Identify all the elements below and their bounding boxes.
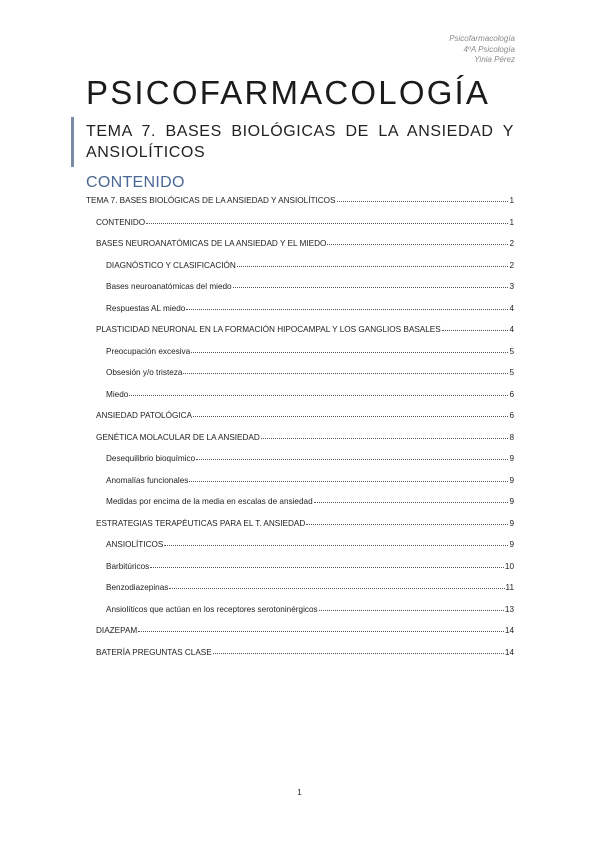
toc-dot-leader xyxy=(146,223,508,224)
toc-entry-title: ANSIEDAD PATOLÓGICA xyxy=(96,411,192,420)
toc-dot-leader xyxy=(327,244,508,245)
toc-entry-title: Desequilibrio bioquímico xyxy=(106,454,196,463)
toc-dot-leader xyxy=(183,373,508,374)
toc-entry-page: 2 xyxy=(509,260,514,270)
document-subtitle: TEMA 7. BASES BIOLÓGICAS DE LA ANSIEDAD Y ANSIOLÍTICOS xyxy=(86,123,514,161)
toc-entry-title: Anomalías funcionales xyxy=(106,475,189,485)
toc-dot-leader xyxy=(150,567,504,568)
toc-entry-title: Respuestas AL miedo xyxy=(106,303,186,313)
toc-dot-leader xyxy=(306,524,508,525)
toc-dot-leader xyxy=(191,352,508,353)
toc-entry-page: 9 xyxy=(509,454,514,463)
toc-entry[interactable] xyxy=(96,411,514,422)
toc-entry[interactable] xyxy=(106,390,514,401)
toc-entry[interactable] xyxy=(106,282,514,293)
toc-dot-leader xyxy=(169,588,504,589)
toc-dot-leader xyxy=(213,653,504,654)
toc-entry-page: 4 xyxy=(509,303,514,313)
toc-entry-page: 9 xyxy=(509,540,514,549)
toc-entry-page: 5 xyxy=(509,368,514,377)
toc-entry[interactable] xyxy=(96,218,514,229)
toc-entry-title: DIAZEPAM xyxy=(96,626,138,635)
toc-entry-title: Miedo xyxy=(106,389,129,399)
toc-entry-page: 11 xyxy=(505,583,514,592)
toc-entry[interactable] xyxy=(106,497,514,508)
document-title: PSICOFARMACOLOGÍA xyxy=(86,74,491,111)
toc-entry-page: 6 xyxy=(509,389,514,399)
toc-entry[interactable] xyxy=(86,196,514,207)
toc-dot-leader xyxy=(189,481,508,482)
toc-entry[interactable] xyxy=(96,433,514,444)
toc-entry-page: 10 xyxy=(504,561,514,571)
toc-heading: CONTENIDO xyxy=(86,174,185,191)
toc-entry[interactable] xyxy=(96,648,514,659)
toc-entry-page: 3 xyxy=(509,282,514,291)
toc-entry-page: 1 xyxy=(509,196,514,205)
toc-entry-title: Barbitúricos xyxy=(106,561,150,571)
toc-dot-leader xyxy=(164,545,508,546)
toc-entry-page: 9 xyxy=(509,475,514,485)
toc-entry-page: 9 xyxy=(509,518,514,528)
toc-dot-leader xyxy=(186,309,508,310)
toc-entry-page: 8 xyxy=(509,432,514,442)
toc-entry[interactable] xyxy=(106,368,514,379)
toc-entry[interactable] xyxy=(96,519,514,530)
header-group: 4ºA Psicología xyxy=(463,44,515,54)
toc-dot-leader xyxy=(138,631,504,632)
toc-entry[interactable] xyxy=(96,626,514,637)
toc-entry-page: 4 xyxy=(509,325,514,334)
toc-entry[interactable] xyxy=(106,540,514,551)
toc-dot-leader xyxy=(337,201,509,202)
toc-entry-title: Medidas por encima de la media en escalas de ansiedad xyxy=(106,497,313,506)
toc-entry-page: 9 xyxy=(509,497,514,506)
toc-entry[interactable] xyxy=(106,583,514,594)
toc-dot-leader xyxy=(261,438,509,439)
toc-entry[interactable] xyxy=(106,605,514,616)
toc-entry-title: ESTRATEGIAS TERAPÉUTICAS PARA EL T. ANSIEDAD xyxy=(96,518,306,528)
toc-entry-title: Benzodiazepinas xyxy=(106,583,169,592)
toc-dot-leader xyxy=(314,502,509,503)
toc-entry[interactable] xyxy=(106,261,514,272)
toc-entry-title: CONTENIDO xyxy=(96,217,146,227)
toc-entry-page: 14 xyxy=(504,647,514,657)
toc-entry[interactable] xyxy=(106,562,514,573)
toc-entry-title: GENÉTICA MOLACULAR DE LA ANSIEDAD xyxy=(96,432,260,442)
page-number: 1 xyxy=(297,788,302,797)
toc-dot-leader xyxy=(442,330,509,331)
toc-entry-title: Ansiolíticos que actúan en los receptores serotoninérgicos xyxy=(106,604,318,614)
header-course: Psicofarmacología xyxy=(449,34,515,43)
toc-entry[interactable] xyxy=(106,454,514,465)
toc-entry-title: Bases neuroanatómicas del miedo xyxy=(106,282,232,291)
toc-entry[interactable] xyxy=(106,476,514,487)
toc-entry-title: TEMA 7. BASES BIOLÓGICAS DE LA ANSIEDAD Y ANSIOLÍTICOS xyxy=(86,196,336,205)
toc-entry[interactable] xyxy=(96,325,514,336)
toc-dot-leader xyxy=(129,395,508,396)
toc-entry[interactable] xyxy=(96,239,514,250)
toc-dot-leader xyxy=(237,266,509,267)
toc-entry-page: 1 xyxy=(509,217,514,227)
header-author: Yinia Pérez xyxy=(474,55,515,64)
toc-entry-page: 2 xyxy=(509,239,514,248)
toc-entry-page: 6 xyxy=(509,411,514,420)
toc-entry-title: Preocupación excesiva xyxy=(106,346,191,356)
subtitle-accent-bar xyxy=(71,117,74,167)
toc-entry-page: 13 xyxy=(504,604,514,614)
toc-dot-leader xyxy=(319,610,504,611)
toc-entry[interactable] xyxy=(106,347,514,358)
toc-entry-page: 14 xyxy=(504,626,514,635)
toc-entry-title: ANSIOLÍTICOS xyxy=(106,540,164,549)
toc-entry-title: Obsesión y/o tristeza xyxy=(106,368,183,377)
toc-dot-leader xyxy=(196,459,508,460)
toc-entry-page: 5 xyxy=(509,346,514,356)
toc-entry[interactable] xyxy=(106,304,514,315)
toc-entry-title: BATERÍA PREGUNTAS CLASE xyxy=(96,647,212,657)
toc-entry-title: PLASTICIDAD NEURONAL EN LA FORMACIÓN HIPOCAMPAL Y LOS GANGLIOS BASALES xyxy=(96,325,441,334)
toc-entry-title: BASES NEUROANATÓMICAS DE LA ANSIEDAD Y EL MIEDO xyxy=(96,239,327,248)
running-header xyxy=(449,34,515,66)
toc-entry-title: DIAGNÓSTICO Y CLASIFICACIÓN xyxy=(106,260,236,270)
toc-dot-leader xyxy=(233,287,509,288)
toc-dot-leader xyxy=(193,416,508,417)
